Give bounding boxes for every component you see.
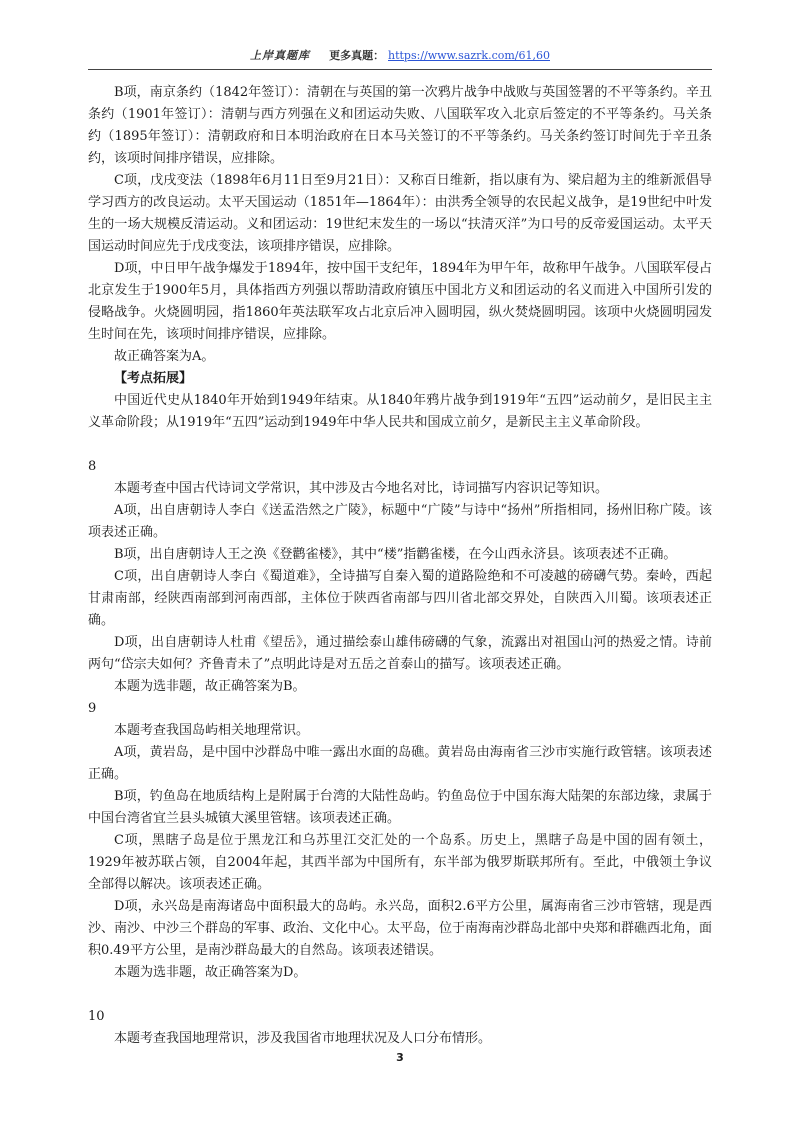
q9-option-d: D项，永兴岛是南海诸岛中面积最大的岛屿。永兴岛，面积2.6平方公里，属海南省三沙市管辖，现是西沙、南沙、中沙三个群岛的军事、政治、文化中心。太平岛，位于南海南沙群岛北部中央郑和群礁西北角，面积0.49平方公里，是南沙群岛最大的自然岛。该项表述错误。	[88, 899, 713, 958]
q7-option-b: B项，南京条约（1842年签订）：清朝在与英国的第一次鸦片战争中战败与英国签署的不平等条约。辛丑条约（1901年签订）：清朝与西方列强在义和团运动失败、八国联军攻入北京后签定的不平等条约。马关条约（1895年签订）：清朝政府和日本明治政府在日本马关签订的不平等条约。马关条约签订时间先于辛丑条约，该项时间排序错误，应排除。	[88, 85, 712, 166]
q9-option-b: B项，钓鱼岛在地质结构上是附属于台湾的大陆性岛屿。钓鱼岛位于中国东海大陆架的东部边缘，隶属于中国台湾省宜兰县头城镇大溪里管辖。该项表述正确。	[88, 789, 712, 826]
section-gap	[88, 984, 712, 1006]
q8-option-c: C项，出自唐朝诗人李白《蜀道难》，全诗描写自秦入蜀的道路险绝和不可凌越的磅礴气势。秦岭，西起甘肃南部，经陕西南部到河南西部，主体位于陕西省南部与四川省北部交界处，自陕西入川蜀。该项表述正确。	[88, 569, 712, 628]
q8-number: 8	[88, 459, 97, 474]
q9-intro: 本题考查我国岛屿相关地理常识。	[114, 723, 310, 738]
q9-number: 9	[88, 701, 97, 716]
header-more-label: 更多真题：	[329, 49, 385, 62]
q7-option-d: D项，中日甲午战争爆发于1894年，按中国干支纪年，1894年为甲午年，故称甲午战争。八国联军侵占北京发生于1900年5月，具体指西方列强以帮助清政府镇压中国北方义和团运动的名义而进入中国所引发的侵略战争。火烧圆明园，指1860年英法联军攻占北京后冲入圆明园，纵火焚烧圆明园。该项中火烧圆明园发生时间在先，该项时间排序错误，应排除。	[88, 261, 712, 342]
q9-option-a: A项，黄岩岛，是中国中沙群岛中唯一露出水面的岛礁。黄岩岛由海南省三沙市实施行政管辖。该项表述正确。	[88, 745, 712, 782]
page-header	[88, 47, 712, 69]
q8-answer: 本题为选非题，故正确答案为B。	[114, 679, 306, 694]
q7-extension-tag: 【考点拓展】	[114, 371, 193, 386]
q7-extension-text: 中国近代史从1840年开始到1949年结束。从1840年鸦片战争到1919年“五四”运动前夕，是旧民主主义革命阶段；从1919年“五四”运动到1949年中华人民共和国成立前夕，是新民主主义革命阶段。	[88, 393, 712, 430]
q10-number: 10	[88, 1009, 105, 1024]
header-url-link[interactable]: https://www.sazrk.com/61,60	[388, 49, 550, 62]
q8-option-a: A项，出自唐朝诗人李白《送孟浩然之广陵》，标题中“广陵”与诗中“扬州”所指相同，扬州旧称广陵。该项表述正确。	[88, 503, 712, 540]
q7-answer: 故正确答案为A。	[114, 349, 215, 364]
q9-option-c: C项，黑瞎子岛是位于黑龙江和乌苏里江交汇处的一个岛系。历史上，黑瞎子岛是中国的固有领土，1929年被苏联占领，自2004年起，其西半部为中国所有，东半部为俄罗斯联邦所有。至此，中俄领土争议全部得以解决。该项表述正确。	[88, 833, 712, 892]
q9-answer: 本题为选非题，故正确答案为D。	[114, 965, 307, 980]
header-brand: 上岸真题库	[250, 49, 310, 62]
q8-option-d: D项，出自唐朝诗人杜甫《望岳》，通过描绘泰山雄伟磅礴的气象，流露出对祖国山河的热爱之情。诗前两句“岱宗夫如何？齐鲁青未了”点明此诗是对五岳之首泰山的描写。该项表述正确。	[88, 635, 712, 672]
q8-intro: 本题考查中国古代诗词文学常识，其中涉及古今地名对比，诗词描写内容识记等知识。	[114, 481, 609, 496]
page-number: 3	[396, 1051, 404, 1064]
q10-intro: 本题考查我国地理常识，涉及我国省市地理状况及人口分布情形。	[114, 1031, 492, 1046]
section-gap	[88, 434, 712, 456]
q8-option-b: B项，出自唐朝诗人王之涣《登鹳雀楼》，其中“楼”指鹳雀楼，在今山西永济县。该项表述不正确。	[114, 547, 677, 562]
header-divider	[88, 69, 712, 70]
document-body	[88, 82, 712, 1050]
q7-option-c: C项，戊戌变法（1898年6月11日至9月21日）：又称百日维新，指以康有为、梁启超为主的维新派倡导学习西方的改良运动。太平天国运动（1851年—1864年）：由洪秀全领导的农民起义战争，是19世纪中叶发生的一场大规模反清运动。义和团运动：19世纪末发生的一场以“扶清灭洋”为口号的反帝爱国运动。太平天国运动时间应先于戊戌变法，该项排序错误，应排除。	[88, 173, 712, 254]
